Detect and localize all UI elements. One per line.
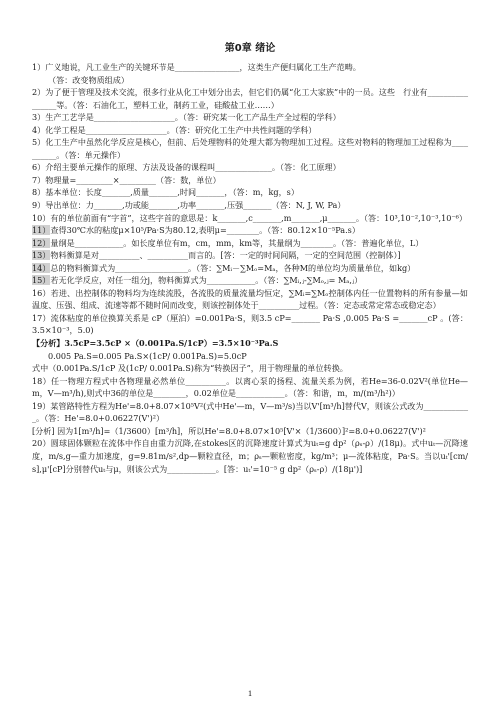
- question-number-highlight: 15）: [32, 275, 51, 286]
- paragraph-text: 18）任一物理方程式中各物理量必然单位__________。以离心泵的扬程、流量关系为例，若He=36-0.02V²(单位He—m，V—m³/h),则式中36的单位是________，0.02单位是____________。（答：和谐，m，m/(m³/h²)）: [32, 375, 468, 399]
- paragraph-a17-2: [32, 350, 468, 363]
- paragraph-text: [分析] 因为1[m³/h]=（1/3600）[m³/h]，所以He'=8.0+8.07×10⁵[V'×（1/3600）]²=8.0+0.06227(V')²: [32, 425, 426, 436]
- paragraph-q10: [32, 212, 468, 225]
- paragraph-q6: [32, 161, 468, 174]
- paragraph-text: 0.005 Pa.S=0.005 Pa.S×(1cP/ 0.001Pa.S)=5.0cP: [48, 350, 247, 361]
- question-number-highlight: 11）: [32, 225, 51, 236]
- paragraph-text: 20）圆球固体颗粒在流体中作自由重力沉降,在stokes区的沉降速度计算式为uₜ=g dp²（ρₛ-ρ）/(18μ)。式中uₜ—沉降速度，m/s,g—重力加速度，g=9.81m/s²,dp—颗粒直径，m；ρₛ—颗粒密度，kg/m³；μ—流体粘度，Pa·S。当以uₜ'[cm/s],μ'[cP]分别替代uₜ与μ，则该公式为____________。[答：uₜ'=10⁻⁵ g dp²（ρₛ-ρ）/(18μ')]: [32, 438, 468, 474]
- paragraph-text: 3）生产工艺学是____________________。（答：研究某一化工产品生产全过程的学科）: [32, 112, 341, 123]
- paragraph-text: 10）有的单位前面有“字首”，这些字首的意思是：k_______,c_______,m_______,μ_______。（答：10³,10⁻²,10⁻³,10⁻⁶）: [32, 212, 467, 223]
- paragraph-text: （答：改变物质组成）: [48, 74, 129, 85]
- paragraph-text: 总的物料衡算式为__________________。（答：∑Mᵢ－∑Mₒ=Mₐ，各种M的单位均为质量单位，如kg）: [50, 262, 416, 273]
- paragraph-text: 式中（0.001Pa.S/1cP 及(1cP/ 0.001Pa.S)称为“转换因子”，用于物理量的单位转换。: [32, 363, 348, 374]
- question-number-highlight: 12）: [32, 237, 51, 248]
- paragraph-q18: [32, 375, 468, 400]
- paragraph-text: 2）为了便于管理及技术交流，很多行业从化工中划分出去，但它们仍属“化工大家族”中的一员。这些 行业有________________等。（答：石油化工，塑料工业，制药工业，硅酸盐工业……）: [32, 87, 468, 110]
- paragraph-q14: [32, 262, 468, 275]
- paragraph-q19: [32, 400, 468, 425]
- paragraph-a17-3: [32, 362, 468, 375]
- page-number: 1: [248, 689, 252, 698]
- paragraph-q1a: [32, 74, 468, 87]
- paragraph-q1: [32, 61, 468, 74]
- paragraph-text: 量纲是____________。如长度单位有m，cm，mm，km等，其量纲为________。（答：普遍化单位，L）: [50, 237, 424, 248]
- paragraph-q4: [32, 124, 468, 137]
- paragraph-text: 17）流体粘度的单位换算关系是 cP（厘泊）=0.001Pa·S，则3.5 cP=_______ Pa·S ,0.005 Pa·S =_______cP 。(答：3.5×10⁻³，5.0): [32, 312, 468, 336]
- paragraph-q17: [32, 312, 468, 337]
- paragraph-text: 7）物理量=_________×_________（答：数，单位）: [32, 174, 221, 185]
- paragraph-text: 物料衡算是对__________、__________而言的。[答：一定的时间间隔，一定的空间范围（控制体）]: [50, 250, 401, 261]
- paragraph-text: 4）化学工程是____________________。（答：研究化工生产中共性问题的学科）: [32, 124, 317, 135]
- paragraph-text: 19）某管路特性方程为He'=8.0+8.07×10⁵V²(式中He'—m，V—m³/s)当以V'[m³/h]替代V，则该公式改为____________。（答：He'=8.0+0.06227(V')²）: [32, 400, 468, 424]
- paragraph-text: 9）导出单位：力_______,功或能_______,功率_______,压强_______（答：N, J, W, Pa）: [32, 200, 346, 211]
- paragraph-q11: [32, 224, 468, 237]
- paragraph-q12: [32, 237, 468, 250]
- paragraph-text: 16）若进、出控制体的物料均为连续流股，各流股的质量流量均恒定，∑Mᵢ=∑Mₒ控制体内任一位置物料的所有参量—如温度、压强、组成、流速等都不随时间而改变，则该控制体处于__________过程。（答：定态或常定常态或稳定态）: [32, 287, 468, 311]
- paragraph-text: 5）化工生产中虽然化学反应是核心，但前、后处理物料的处理大都为物理加工过程。这些对物料的物理加工过程称为__________。（答：单元操作）: [32, 137, 468, 160]
- paragraph-q20: [32, 437, 468, 475]
- paragraph-q15: [32, 274, 468, 287]
- document-body: [32, 61, 468, 475]
- paragraph-text: 8）基本单位：长度_______,质量_______,时间_______，（答：m，kg，s）: [32, 187, 299, 198]
- question-number-highlight: 14）: [32, 262, 51, 273]
- paragraph-text: 【分析】3.5cP=3.5cP ×（0.001Pa.S/1cP）=3.5×10⁻³Pa.S: [32, 338, 279, 349]
- paragraph-q3: [32, 111, 468, 124]
- paragraph-q8: [32, 186, 468, 199]
- paragraph-q7: [32, 174, 468, 187]
- paragraph-text: 6）介绍主要单元操作的原理、方法及设备的课程叫______________。（答：化工原理）: [32, 162, 341, 173]
- paragraph-text: 若无化学反应，对任一组分j，物料衡算式为____________。（答：∑Mᵢ,ⱼ-∑Mₒ,ⱼ= Mₐ,ⱼ）: [50, 275, 363, 286]
- paragraph-text: 1）广义地说，凡工业生产的关键环节是________________，这类生产便归属化工生产范畴。: [32, 62, 361, 72]
- chapter-title: 第0章 绪论: [224, 43, 276, 54]
- paragraph-q9: [32, 199, 468, 212]
- paragraph-a19-1: [32, 425, 468, 438]
- paragraph-q16: [32, 287, 468, 312]
- paragraph-q2: [32, 86, 468, 111]
- paragraph-a17-1: [32, 337, 468, 350]
- question-number-highlight: 13）: [32, 250, 51, 261]
- paragraph-q13: [32, 249, 468, 262]
- paragraph-text: 查得30℃水的粘度μ×10⁵/Pa·S为80.12,表明μ=________。（答：80.12×10⁻⁵Pa.s）: [50, 225, 360, 236]
- paragraph-q5: [32, 136, 468, 161]
